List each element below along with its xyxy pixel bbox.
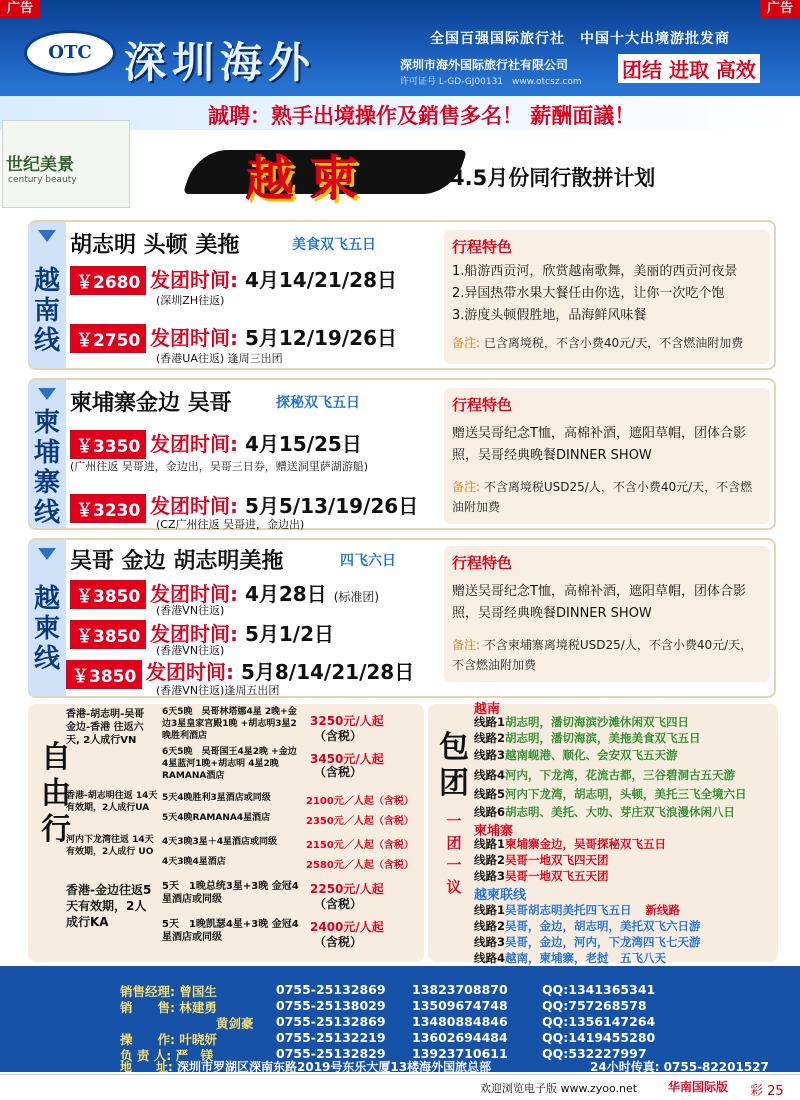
contact-qq: QQ:757268578 — [542, 998, 647, 1013]
price-tag: ￥2750 — [70, 324, 146, 353]
feature-item: 3.游度头顿假胜地，品海鲜风味餐 — [452, 308, 647, 323]
recruit-text: 誠聘：熟手出境操作及銷售多名！ 薪酬面議！ — [208, 104, 636, 128]
route-tag: 四飞六日 — [340, 553, 396, 569]
departure-note: (香港VN往返) — [156, 604, 225, 617]
remark-label: 备注: — [452, 336, 481, 350]
contact-name: 林建勇 — [179, 1000, 217, 1015]
contact-tel: 0755-25138029 — [276, 998, 386, 1013]
departure-row — [150, 428, 362, 457]
contact-mobile: 13923710611 — [412, 1046, 508, 1061]
price-tag: ￥2680 — [70, 266, 146, 295]
otc-logo: OTC — [24, 30, 116, 76]
free-price: 2580元／人起（含税） — [306, 860, 414, 871]
line-text: 吴哥，金边，胡志明，美托双飞六日游 — [505, 919, 701, 933]
triangle-icon — [38, 548, 56, 560]
line-text: 越南，柬埔寨，老挝 五飞八天 — [505, 951, 667, 965]
subtitle: 4.5月份同行散拼计划 — [450, 166, 656, 190]
remark-label: 备注: — [452, 638, 481, 652]
free-route: 香港-金边往返5天有效期，2人成行KA — [66, 883, 152, 929]
contact-qq: QQ:1356147264 — [542, 1014, 656, 1029]
departure-label: 发团时间: — [150, 494, 238, 518]
address-text: 深圳市罗湖区深南东路2019号东乐大厦13楼海外国旅总部 — [177, 1060, 492, 1074]
free-price: 2400元/人起 — [310, 920, 384, 934]
group-line — [474, 747, 678, 763]
free-price: 2100元／人起（含税） — [306, 796, 414, 807]
line-text: 胡志明、美托、大叻、芽庄双飞浪漫休闲八日 — [505, 805, 736, 819]
contact-name: 曾国生 — [179, 984, 217, 999]
footer-text: 欢迎浏览电子版 www.zyoo.net — [480, 1082, 638, 1095]
group-line — [474, 868, 609, 884]
line-label: 线路4 — [474, 768, 506, 782]
contact-qq: QQ:1419455280 — [542, 1030, 656, 1045]
line-text: 胡志明，潘切海滨，美拖美食双飞五日 — [505, 731, 701, 745]
contact-name: 叶晓妍 — [179, 1032, 217, 1047]
departure-note: (香港UA往返) 逢周三出团 — [156, 352, 283, 365]
tagline: 全国百强国际旅行社 中国十大出境游批发商 — [430, 31, 730, 47]
feature-title: 行程特色 — [452, 396, 513, 414]
contact-tel: 0755-25132869 — [276, 982, 386, 997]
price-tag: ￥3350 — [70, 430, 146, 459]
free-price: 2350元／人起（含税） — [306, 816, 414, 827]
free-price: 2250元/人起 — [310, 882, 384, 896]
free-price: 3250元/人起 — [310, 714, 384, 728]
departure-label: 发团时间: — [150, 268, 238, 292]
line-text: 吴哥，金边，河内，下龙湾四飞七天游 — [505, 935, 701, 949]
group-line — [474, 804, 735, 820]
contact-role: 操 作: — [120, 1032, 175, 1047]
remark-label: 备注: — [452, 480, 481, 494]
free-hotel: 6天5晚 吴哥国王4星2晚 +金边4星蓝河1晚+胡志明 4星2晚RAMANA酒店 — [162, 747, 297, 781]
departure-dates: 5月8/14/21/28日 — [240, 660, 415, 684]
departure-dates: 4月15/25日 — [244, 432, 362, 456]
route-side-cambodia — [28, 380, 66, 528]
line-label: 线路3 — [474, 869, 506, 883]
route-name: 胡志明 头顿 美拖 — [70, 232, 240, 258]
contact-tel: 0755-25132219 — [276, 1030, 386, 1045]
remark — [452, 333, 762, 353]
free-tax: （含税） — [314, 897, 363, 911]
remark-text: 已含离境税，不含小费40元/天，不含燃油附加费 — [483, 336, 744, 350]
departure-note: (广州往返 吴哥进，金边出，吴哥三日券，赠送洞里萨湖游船) — [70, 460, 369, 473]
price-tag: ￥3230 — [70, 494, 146, 523]
contact-qq: QQ:1341365341 — [542, 982, 656, 997]
line-label: 线路1 — [474, 903, 506, 917]
group-line — [474, 918, 701, 934]
group-line — [474, 714, 689, 730]
free-hotel: 5天4晚RAMANA4星酒店 — [162, 813, 271, 823]
contact-tel: 0755-25132829 — [276, 1046, 386, 1061]
feature-item: 赠送吴哥纪念T恤，高棉补酒，遮阳草帽，团体合影照，吴哥经典晚餐DINNER SHOW — [452, 584, 746, 621]
free-route: 香港-胡志明往返 14天有效期，2人成行UA — [66, 791, 158, 813]
departure-note: (香港VN往返)逢周五出团 — [156, 684, 280, 697]
address-label: 地 址: — [120, 1060, 173, 1074]
route-name: 柬埔寨金边 吴哥 — [70, 390, 232, 416]
contact-tel: 0755-25132869 — [276, 1014, 386, 1029]
departure-label: 发团时间: — [150, 582, 238, 606]
address-row — [120, 1058, 491, 1075]
line-label: 线路1 — [474, 715, 506, 729]
route-side-label: 柬埔寨线 — [33, 408, 60, 528]
triangle-icon — [38, 388, 56, 400]
line-text: 越南岘港、顺化、会安双飞五天游 — [505, 748, 678, 762]
route-tag: 探秘双飞五日 — [276, 395, 360, 411]
license-number: 许可证号 L-GD-GJ00131 www.otcsz.com — [400, 77, 582, 87]
feature-box — [444, 388, 770, 524]
remark — [452, 635, 762, 675]
feature-title: 行程特色 — [452, 238, 513, 256]
free-tax: （含税） — [314, 765, 363, 779]
line-text: 柬埔寨金边，吴哥探秘双飞五日 — [505, 837, 667, 851]
contact-mobile: 13602694484 — [412, 1030, 508, 1045]
departure-row — [150, 490, 418, 519]
remark-text: 不含离境税USD25/人，不含小费40元/天，不含燃油附加费 — [452, 480, 753, 514]
departure-note: (深圳ZH往返) — [156, 294, 225, 307]
contact-mobile: 13480884846 — [412, 1014, 508, 1029]
group-line — [474, 852, 609, 868]
price-tag: ￥3850 — [70, 620, 146, 649]
contact-role: 销售经理: — [120, 984, 175, 999]
ad-tag-left: 广告 — [0, 0, 40, 18]
line-text: 河内，下龙湾，花流古都，三谷碧洞古五天游 — [505, 768, 736, 782]
free-hotel: 5天 1晚凯瑟4星+3晚 金冠4星酒店或同级 — [162, 919, 299, 943]
group-line — [474, 730, 701, 746]
motto: 团结 进取 高效 — [618, 54, 760, 83]
main-title: 越柬 — [246, 151, 375, 207]
free-route: 河内下龙湾往返 14天有效期，2人成行 UO — [66, 835, 154, 857]
departure-dates: 5月12/19/26日 — [244, 326, 397, 350]
line-text: 吴哥一地双飞五天团 — [505, 869, 609, 883]
free-hotel: 5天 1晚总统3星+3晚 金冠4星酒店或同级 — [162, 881, 299, 905]
departure-label: 发团时间: — [150, 622, 238, 646]
triangle-icon — [38, 230, 56, 242]
line-text: 吴哥一地双飞四天团 — [505, 853, 609, 867]
group-line — [474, 950, 666, 966]
feature-box — [444, 230, 770, 364]
departure-note: (CZ广州往返 吴哥进，金边出) — [156, 518, 305, 531]
company-name: 深圳市海外国际旅行社有限公司 — [400, 58, 569, 72]
remark — [452, 477, 762, 517]
contact-role: 销 售: — [120, 1000, 175, 1015]
contact-row — [120, 998, 217, 1016]
ad-tag-right: 广告 — [760, 0, 800, 18]
contact-qq: QQ:532227997 — [542, 1046, 647, 1061]
contact-name — [216, 1014, 254, 1032]
feature-title: 行程特色 — [452, 554, 513, 572]
free-price: 2150元／人起（含税） — [306, 840, 414, 851]
century-beauty-en: century beauty — [8, 175, 77, 185]
free-hotel: 6天5晚 吴哥林塔娜4星 2晚+金边3星皇家宫殿1晚 +胡志明3星2晚胜利酒店 — [162, 707, 297, 741]
group-region: 越南 — [474, 702, 501, 717]
departure-row — [146, 656, 414, 685]
group-line — [474, 786, 747, 802]
free-hotel: 4天3晚4星酒店 — [162, 857, 226, 867]
route-side-vietnam — [28, 222, 66, 368]
contact-role: 负 责 人: — [120, 1048, 172, 1063]
feature-item: 2.异国热带水果大餐任由你选，让你一次吃个饱 — [452, 286, 725, 301]
departure-dates: 5月5/13/19/26日 — [244, 494, 419, 518]
line-label: 线路4 — [474, 951, 506, 965]
departure-dates: 4月28日 — [244, 582, 327, 606]
contact-mobile: 13509674748 — [412, 998, 508, 1013]
remark-text: 不含柬埔寨离境税USD25/人，不含小费40元/天，不含燃油附加费 — [452, 638, 753, 672]
line-text: 吴哥胡志明美托四飞五日 — [505, 903, 632, 917]
contact-name: 黄剑豪 — [216, 1016, 254, 1031]
free-hotel: 4天3晚3星＋4星酒店或同级 — [162, 837, 278, 847]
free-price: 3450元/人起 — [310, 752, 384, 766]
departure-dates: 4月14/21/28日 — [244, 268, 397, 292]
price-tag: ￥3850 — [66, 660, 142, 689]
line-label: 线路2 — [474, 919, 506, 933]
group-line — [474, 902, 680, 918]
line-text: 胡志明，潘切海滨沙滩休闲双飞四日 — [505, 715, 690, 729]
line-label: 线路3 — [474, 935, 506, 949]
free-travel-label: 自由行 — [41, 740, 71, 847]
contact-mobile: 13823708870 — [412, 982, 508, 997]
departure-row — [150, 264, 397, 293]
departure-note: (香港VN往返) — [156, 644, 225, 657]
free-hotel: 5天4晚胜利3星酒店或同级 — [162, 793, 271, 803]
footer-badge: 华南国际版 — [668, 1080, 729, 1094]
brand-name: 深圳海外 — [124, 38, 317, 87]
feature-item: 赠送吴哥纪念T恤，高棉补酒，遮阳草帽，团体合影照，吴哥经典晚餐DINNER SHOW — [452, 426, 746, 463]
line-label: 线路5 — [474, 787, 506, 801]
group-region: 越柬联线 — [474, 888, 527, 903]
route-name: 吴哥 金边 胡志明美拖 — [70, 548, 284, 574]
group-line — [474, 934, 701, 950]
departure-extra: (标准团) — [333, 590, 380, 604]
price-tag: ￥3850 — [70, 580, 146, 609]
route-side-vietnam-cambodia — [28, 540, 66, 696]
century-beauty-name: 世纪美景 — [6, 155, 74, 175]
departure-label: 发团时间: — [146, 660, 234, 684]
route-tag: 美食双飞五日 — [292, 237, 376, 253]
group-line — [474, 836, 666, 852]
route-side-label: 越柬线 — [33, 584, 60, 674]
route-side-label: 越南线 — [33, 266, 60, 356]
group-tour-sub: 一团一议 — [446, 812, 462, 896]
line-label: 线路2 — [474, 731, 506, 745]
feature-item: 1.船游西贡河，欣赏越南歌舞，美丽的西贡河夜景 — [452, 264, 738, 279]
line-label: 线路3 — [474, 748, 506, 762]
departure-row — [150, 322, 397, 351]
group-region: 柬埔寨 — [474, 824, 514, 839]
group-tour-label: 包团 — [439, 730, 469, 801]
new-route-badge: 新线路 — [645, 903, 681, 917]
line-label: 线路2 — [474, 853, 506, 867]
fax: 24小时传真: 0755-82201527 — [590, 1060, 769, 1074]
line-label: 线路1 — [474, 837, 506, 851]
page-number: 彩 25 — [750, 1084, 784, 1099]
feature-box — [444, 546, 770, 682]
departure-label: 发团时间: — [150, 432, 238, 456]
departure-label: 发团时间: — [150, 326, 238, 350]
line-label: 线路6 — [474, 805, 506, 819]
contact-name: 严 镁 — [175, 1048, 214, 1063]
group-line — [474, 767, 735, 783]
free-route: 香港-胡志明-吴哥 金边-香港 往返六天, 2人成行VN — [66, 709, 145, 746]
line-text: 河内下龙湾，胡志明，头顿，美托三飞全境六日 — [505, 787, 747, 801]
free-tax: （含税） — [314, 935, 363, 949]
free-tax: （含税） — [314, 729, 363, 743]
departure-dates: 5月1/2日 — [244, 622, 335, 646]
